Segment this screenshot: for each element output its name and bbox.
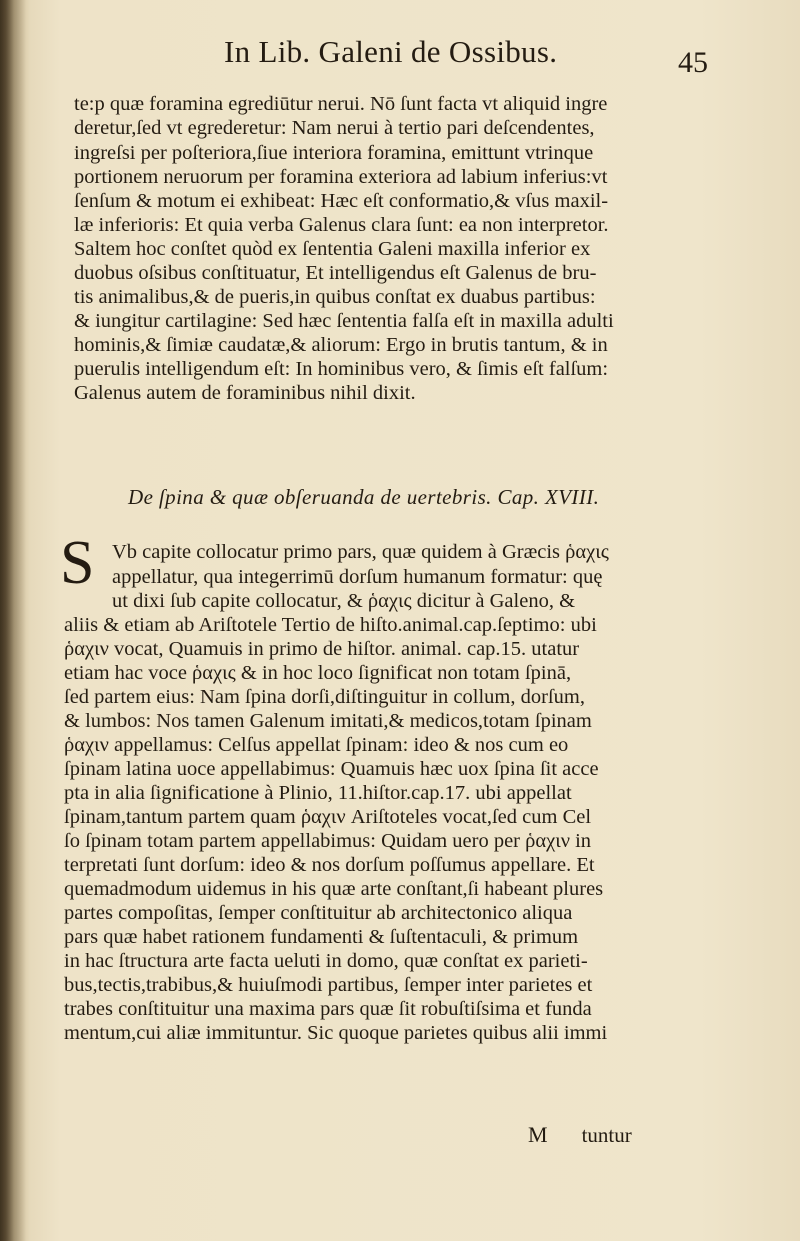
text-line: mentum,cui aliæ immituntur. Sic quoque parietes quibus alii immi — [64, 1022, 608, 1044]
running-title: In Lib. Galeni de Ossibus. — [224, 34, 558, 69]
text-line: terpretati ſunt dorſum: ideo & nos dorſum poſſumus appellare. Et — [64, 854, 595, 876]
text-line: ſed partem eius: Nam ſpina dorſi,diſtinguitur in collum, dorſum, — [64, 686, 585, 708]
text-line: læ inferioris: Et quia verba Galenus clara ſunt: ea non interpretor. — [74, 214, 609, 236]
text-line: bus,tectis,trabibus,& huiuſmodi partibus, ſemper inter parietes et — [64, 974, 593, 996]
text-line: & lumbos: Nos tamen Galenum imitati,& medicos,totam ſpinam — [64, 710, 592, 732]
text-line: ingreſsi per poſteriora,ſiue interiora foramina, emittunt vtrinque — [74, 142, 594, 164]
text-line: aliis & etiam ab Ariſtotele Tertio de hiſto.animal.cap.ſeptimo: ubi — [64, 614, 597, 636]
chapter-heading: De ſpina & quæ obſeruanda de uertebris. Cap. XVIII. — [128, 485, 600, 509]
text-line: pta in alia ſignificatione à Plinio, 11.hiſtor.cap.17. ubi appellat — [64, 782, 572, 804]
text-line: ῥαχιν vocat, Quamuis in primo de hiſtor. animal. cap.15. utatur — [64, 638, 580, 660]
text-line: trabes conſtituitur una maxima pars quæ ſit robuſtiſsima et funda — [64, 998, 592, 1020]
text-line: deretur,ſed vt egrederetur: Nam nerui à tertio pari deſcendentes, — [74, 117, 595, 139]
text-line: pars quæ habet rationem fundamenti & ſuſtentaculi, & primum — [64, 926, 579, 948]
text-line: ſpinam,tantum partem quam ῥαχιν Ariſtoteles vocat,ſed cum Cel — [64, 806, 592, 828]
text-line: puerulis intelligendum eſt: In hominibus vero, & ſimis eſt falſum: — [74, 358, 609, 380]
text-line: ſo ſpinam totam partem appellabimus: Quidam uero per ῥαχιν in — [64, 830, 592, 852]
text-line: Vb capite collocatur primo pars, quæ quidem à Græcis ῥαχις — [112, 541, 609, 563]
binding-gutter — [0, 0, 26, 1241]
text-line: ut dixi ſub capite collocatur, & ῥαχις dicitur à Galeno, & — [112, 590, 576, 612]
page-header — [0, 34, 800, 84]
text-line: duobus oſsibus conſtituatur, Et intelligendus eſt Galenus de bru- — [74, 262, 597, 284]
text-line: tis animalibus,& de pueris,in quibus conſtat ex duabus partibus: — [74, 286, 596, 308]
page-footer — [528, 1122, 632, 1148]
catchword: tuntur — [581, 1123, 632, 1147]
text-line: appellatur, qua integerrimū dorſum humanum formatur: quę — [112, 566, 603, 588]
text-line: Saltem hoc conſtet quòd ex ſententia Galeni maxilla inferior ex — [74, 238, 591, 260]
text-line: in hac ſtructura arte facta ueluti in domo, quæ conſtat ex parieti- — [64, 950, 588, 972]
text-line: ῥαχιν appellamus: Celſus appellat ſpinam: ideo & nos cum eo — [64, 734, 569, 756]
text-line: te:p quæ foramina egrediūtur nerui. Nō ſunt facta vt aliquid ingre — [74, 93, 608, 115]
page-number: 45 — [678, 46, 708, 79]
text-line: ſpinam latina uoce appellabimus: Quamuis hæc uox ſpina ſit acce — [64, 758, 599, 780]
text-line: portionem neruorum per foramina exteriora ad labium inferius:vt — [74, 166, 608, 188]
text-line: partes compoſitas, ſemper conſtituitur ab architectonico aliqua — [64, 902, 573, 924]
text-line: hominis,& ſimiæ caudatæ,& aliorum: Ergo in brutis tantum, & in — [74, 334, 608, 356]
text-line: etiam hac voce ῥαχις & in hoc loco ſignificat non totam ſpinā, — [64, 662, 572, 684]
text-line: Galenus autem de foraminibus nihil dixit. — [74, 382, 416, 404]
signature-mark: M — [528, 1122, 548, 1147]
text-line: ſenſum & motum ei exhibeat: Hæc eſt conformatio,& vſus maxil- — [74, 190, 609, 212]
text-line: & iungitur cartilagine: Sed hæc ſententia falſa eſt in maxilla adulti — [74, 310, 614, 332]
drop-cap: S — [60, 529, 95, 597]
text-line: quemadmodum uidemus in his quæ arte conſtant,ſi habeant plures — [64, 878, 604, 900]
